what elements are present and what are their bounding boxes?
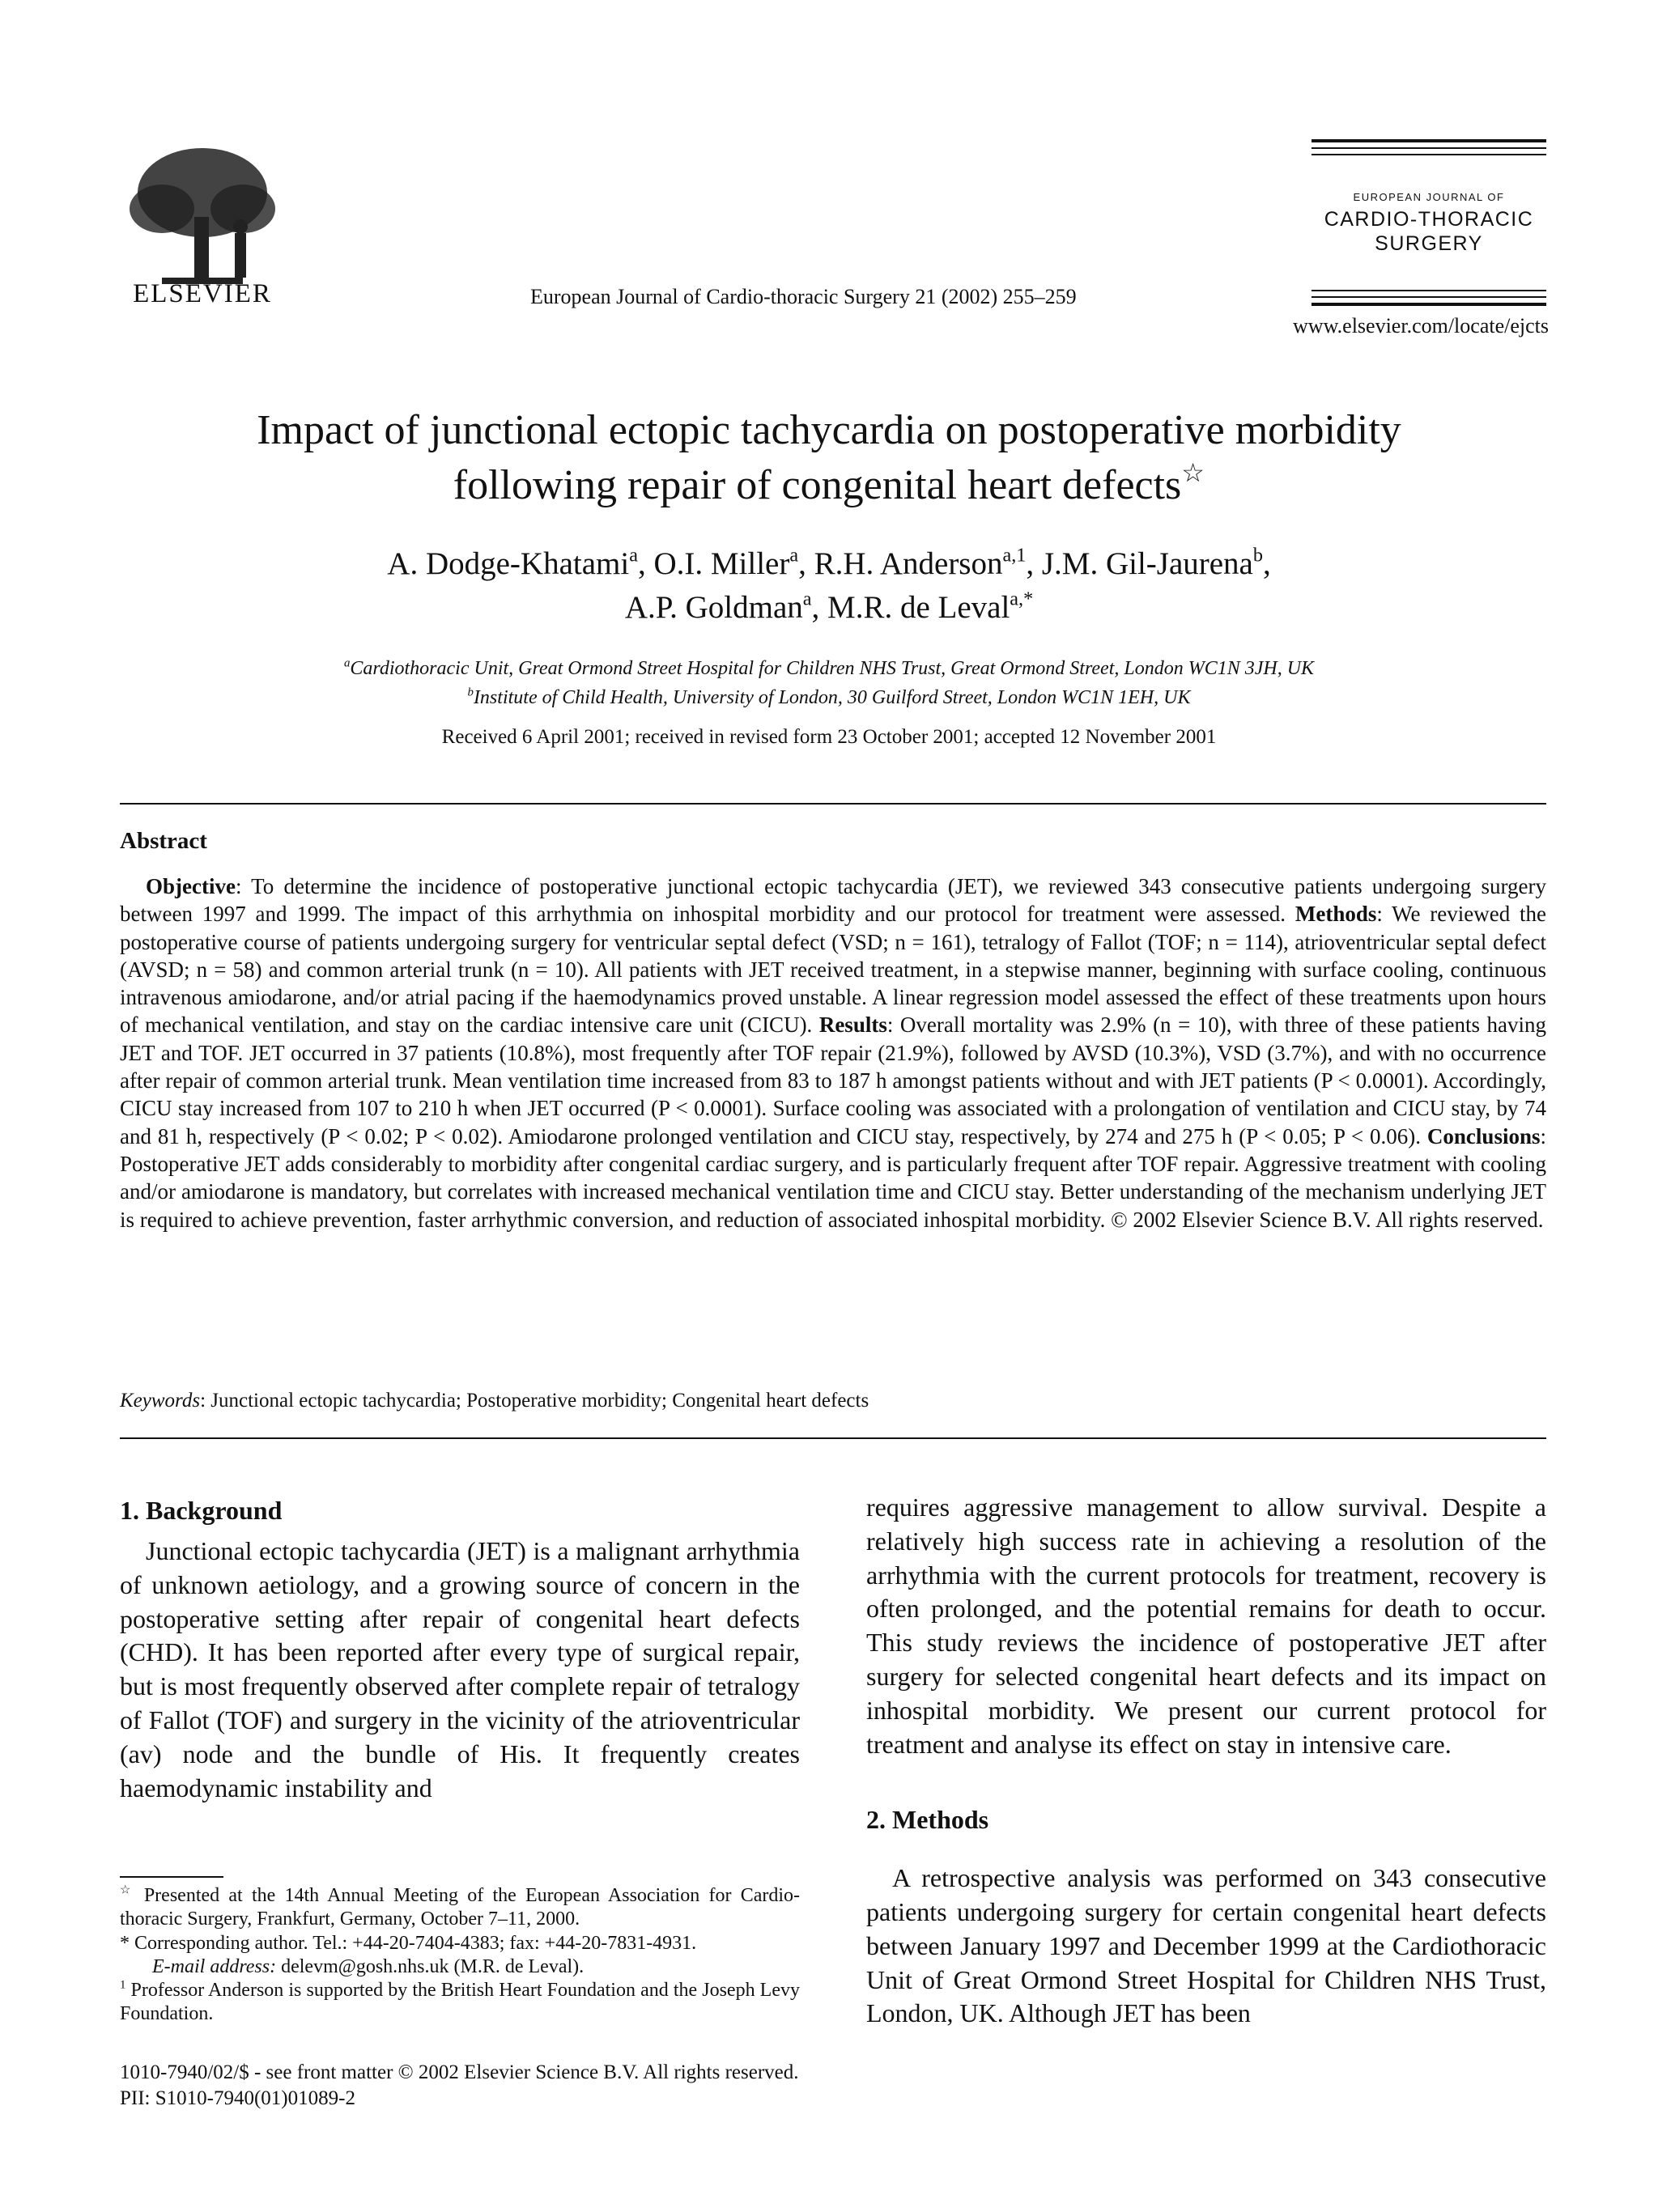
- divider: [120, 803, 1546, 805]
- title-line: following repair of congenital heart defects☆: [453, 458, 1205, 508]
- paragraph: requires aggressive management to allow survival. Despite a relatively high success rate in achieving a resolution of the arrhythmia with the current protocols for treatment, recovery is often prolonged, and the potential remains for death to occur. This study reviews the incidence of postoperative JET after surgery for selected congenital heart defects and its impact on inhospital morbidity. We present our current protocol for treatment and analyse its effect on stay in intensive care.: [866, 1492, 1546, 1759]
- author-name: R.H. Anderson: [814, 546, 1003, 581]
- paragraph: A retrospective analysis was performed on 343 consecutive patients undergoing surgery for certain congenital heart defects between January 1997 and December 1999 at the Cardiothoracic Unit of Great Ormond Street Hospital for Children NHS Trust, London, UK. Although JET has been: [866, 1863, 1546, 2028]
- affiliation: $^a$Cardiothoracic Unit, Great Ormond Street Hospital for Children NHS Trust, Great Ormond Street, London WC1N 3JH, UK: [343, 656, 1315, 679]
- journal-name-line: CARDIO-THORACIC: [1324, 208, 1534, 231]
- logo-rule: [1312, 139, 1546, 142]
- journal-citation: European Journal of Cardio-thoracic Surgery 21 (2002) 255–259: [530, 285, 1077, 308]
- footnote-rule: [120, 1876, 223, 1878]
- logo-rule: [1312, 147, 1546, 149]
- section-heading-background: 1. Background: [120, 1496, 283, 1525]
- journal-logo: [1312, 136, 1546, 308]
- title-line: Impact of junctional ectopic tachycardia on postoperative morbidity: [257, 407, 1401, 453]
- journal-name-line: SURGERY: [1375, 232, 1483, 255]
- logo-rule: [1312, 296, 1546, 298]
- article-title: [113, 403, 1545, 513]
- title-footnote-mark[interactable]: ☆: [1181, 458, 1205, 488]
- logo-rule: [1312, 303, 1546, 306]
- journal-name-small: EUROPEAN JOURNAL OF: [1353, 191, 1505, 203]
- keywords: Keywords: Junctional ectopic tachycardia; Postoperative morbidity; Congenital heart defects: [120, 1390, 869, 1412]
- author-name: O.I. Miller: [653, 546, 790, 581]
- footnotes: [120, 1884, 800, 2027]
- abstract-body: Objective: To determine the incidence of postoperative junctional ectopic tachycardia (JET), we reviewed 343 consecutive patients undergoing surgery between 1997 and 1999. The impact of this arrhythmia on inhospital morbidity and our protocol for treatment were assessed. Methods: We reviewed the postoperative course of patients undergoing surgery for ventricular septal defect (VSD; n = 161), tetralogy of Fallot (TOF; n = 114), atrioventricular septal defect (AVSD; n = 58) and common arterial trunk (n = 10). All patients with JET received treatment, in a stepwise manner, beginning with surface cooling, continuous intravenous amiodarone, and/or atrial pacing if the haemodynamics proved unstable. A linear regression model assessed the effect of these treatments upon hours of mechanical ventilation, and stay on the cardiac intensive care unit (CICU). Results: Overall mortality was 2.9% (n = 10), with three of these patients having JET and TOF. JET occurred in 37 patients (10.8%), most frequently after TOF repair (21.9%), followed by AVSD (10.3%), VSD (3.7%), and with no occurrence after repair of common arterial trunk. Mean ventilation time increased from 83 to 187 h amongst patients without and with JET patients (P < 0.0001). Accordingly, CICU stay increased from 107 to 210 h when JET occurred (P < 0.0001). Surface cooling was associated with a prolongation of ventilation and CICU stay, by 74 and 81 h, respectively (P < 0.02; P < 0.02). Amiodarone prolonged ventilation and CICU stay, respectively, by 274 and 275 h (P < 0.05; P < 0.06). Conclusions: Postoperative JET adds considerably to morbidity after congenital cardiac surgery, and is particularly frequent after TOF repair. Aggressive treatment with cooling and/or amiodarone is mandatory, but correlates with increased mechanical ventilation time and CICU stay. Better understanding of the mechanism underlying JET is required to achieve prevention, faster arrhythmic conversion, and reduction of associated inhospital morbidity. © 2002 Elsevier Science B.V. All rights reserved.: [120, 874, 1547, 1232]
- received-dates: Received 6 April 2001; received in revised form 23 October 2001; accepted 12 November 2001: [441, 726, 1217, 748]
- journal-url[interactable]: www.elsevier.com/locate/ejcts: [1293, 314, 1549, 338]
- author-list: A. Dodge-Khatami$^a$, O.I. Miller$^a$, R.H. Anderson$^{a,1}$, J.M. Gil-Jaurena$^b$, A.P. Goldman$^a$, M.R. de Leval$^{a,*}$: [387, 544, 1271, 625]
- journal-name-large: [1312, 207, 1546, 256]
- section-heading-methods: 2. Methods: [866, 1805, 989, 1835]
- logo-rule: [1312, 154, 1546, 155]
- footnote: $^1$ Professor Anderson is supported by the British Heart Foundation and the Joseph Levy Foundation.: [120, 1978, 800, 2025]
- author-name: A.P. Goldman: [624, 590, 803, 625]
- abstract-heading: Abstract: [120, 828, 207, 854]
- author-name: J.M. Gil-Jaurena: [1041, 546, 1253, 581]
- divider: [120, 1437, 1546, 1439]
- author-name: A. Dodge-Khatami: [387, 546, 630, 581]
- footnote: ☆ Presented at the 14th Annual Meeting of the European Association for Cardio-thoracic Surgery, Frankfurt, Germany, October 7–11, 2000.: [120, 1883, 801, 1930]
- author-name: M.R. de Leval: [827, 590, 1010, 625]
- footnote: * Corresponding author. Tel.: +44-20-7404-4383; fax: +44-20-7831-4931.: [120, 1932, 697, 1954]
- logo-rule: [1312, 290, 1546, 291]
- footnote: E-mail address: delevm@gosh.nhs.uk (M.R. de Leval).: [152, 1955, 585, 1977]
- pii-line: PII: S1010-7940(01)01089-2: [120, 2087, 355, 2109]
- affiliation: $^b$Institute of Child Health, University of London, 30 Guilford Street, London WC1N 1EH, UK: [467, 686, 1191, 708]
- issn-info: [120, 2060, 799, 2112]
- publisher-name: ELSEVIER: [133, 279, 272, 308]
- issn-line: 1010-7940/02/$ - see front matter © 2002 Elsevier Science B.V. All rights reserved.: [120, 2061, 799, 2083]
- affiliations: [113, 654, 1545, 712]
- paragraph: Junctional ectopic tachycardia (JET) is a malignant arrhythmia of unknown aetiology, and a growing source of concern in the postoperative setting after repair of congenital heart defects (CHD). It has been reported after every type of surgical repair, but is most frequently observed after complete repair of tetralogy of Fallot (TOF) and surgery in the vicinity of the atrioventricular (av) node and the bundle of His. It frequently creates haemodynamic instability and: [120, 1536, 800, 1802]
- left-column: [120, 1496, 800, 1805]
- right-column: [866, 1491, 1546, 2031]
